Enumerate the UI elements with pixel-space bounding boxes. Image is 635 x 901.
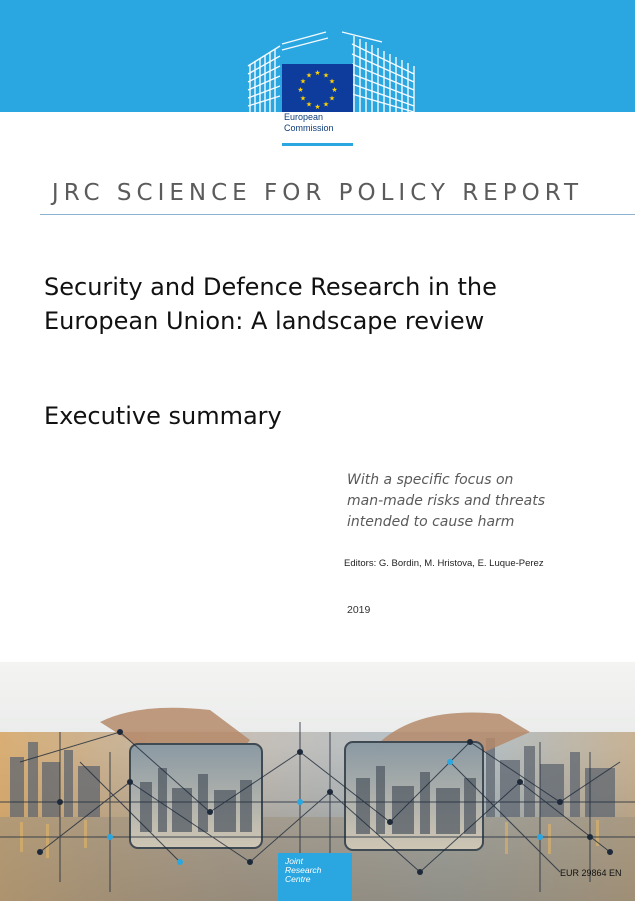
publication-year: 2019 [347,604,371,616]
organisation-name [284,112,364,134]
jrc-badge [278,853,352,901]
editors: Editors: G. Bordin, M. Hristova, E. Luque-Perez [344,558,544,569]
svg-text:★: ★ [297,86,304,94]
jrc-line-1: Joint [285,856,303,866]
svg-text:★: ★ [305,71,313,80]
jrc-line-3: Centre [285,874,311,884]
focus-line-2: man-made risks and threats [347,493,545,509]
logo-underline [282,143,353,146]
svg-text:★: ★ [314,103,321,111]
svg-text:★: ★ [322,100,330,109]
organisation-line-2: Commission [284,123,334,133]
jrc-line-2: Research [285,865,322,875]
focus-line-1: With a specific focus on [347,472,514,488]
organisation-line-1: European [284,112,324,122]
report-subtitle: Executive summary [44,402,282,430]
svg-text:★: ★ [305,100,313,109]
svg-text:★: ★ [331,86,338,94]
title-line-2: European Union: A landscape review [44,307,485,335]
svg-text:★: ★ [328,77,336,86]
svg-text:★: ★ [322,71,330,80]
series-title: JRC SCIENCE FOR POLICY REPORT [51,180,584,206]
svg-text:★: ★ [299,77,307,86]
focus-line-3: intended to cause harm [347,514,515,530]
report-title [44,270,604,338]
title-line-1: Security and Defence Research in the [44,273,497,301]
svg-text:★: ★ [314,69,321,77]
series-divider [40,214,635,215]
focus-statement [347,470,607,533]
report-number: EUR 29864 EN [560,868,622,878]
svg-text:★: ★ [328,94,336,103]
svg-text:★: ★ [299,94,307,103]
